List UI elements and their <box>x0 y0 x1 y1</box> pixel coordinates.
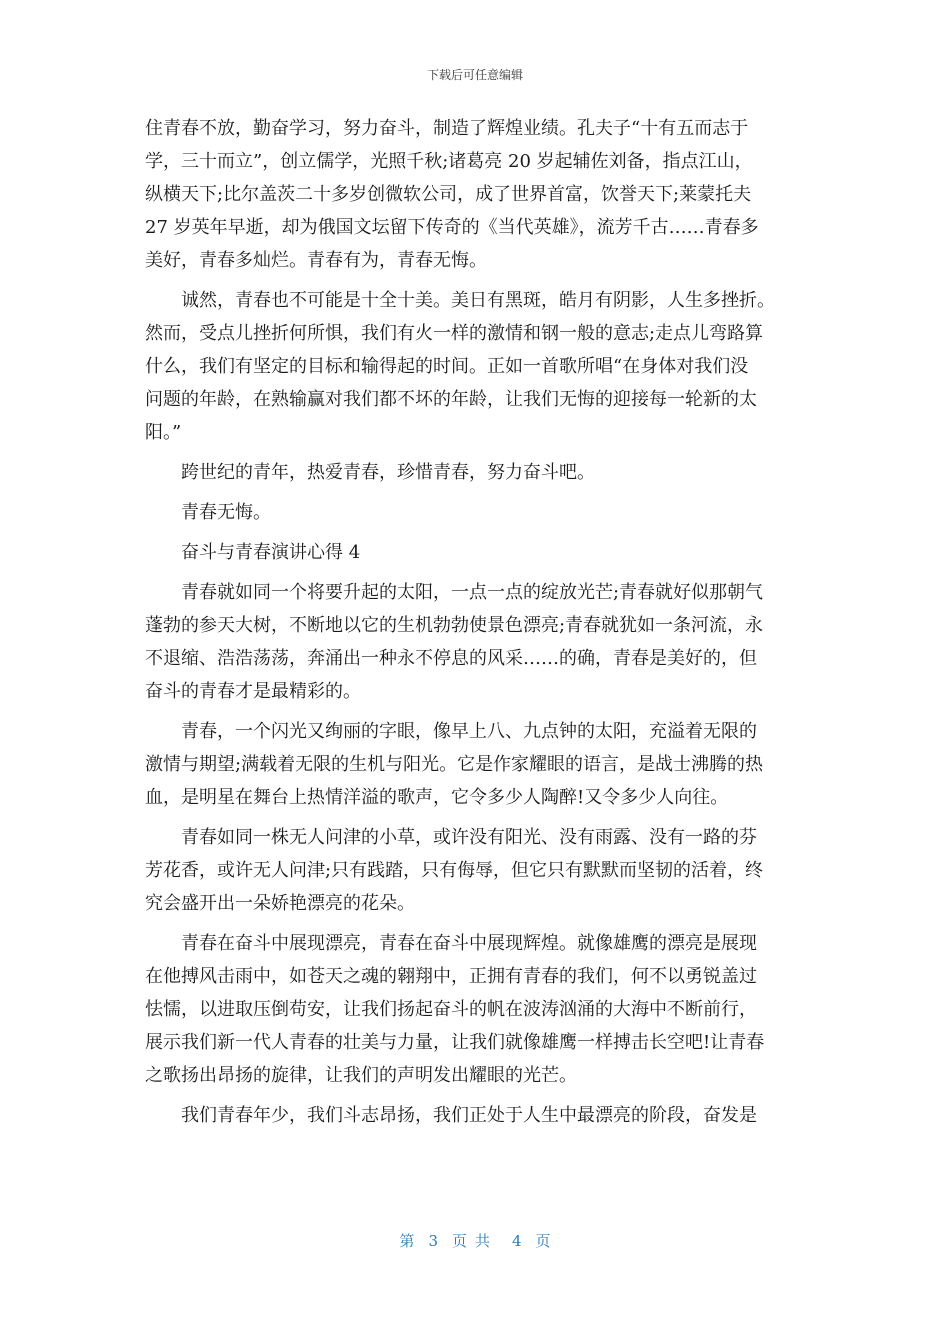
paragraph <box>145 927 807 1092</box>
text-line: 问题的年龄，在熟输赢对我们都不坏的年龄，让我们无悔的迎接每一轮新的太 <box>145 389 757 410</box>
text-line: 学，三十而立”，创立儒学，光照千秋;诸葛亮 20 岁起辅佐刘备，指点江山， <box>145 151 753 172</box>
text-line: 青春就如同一个将要升起的太阳，一点一点的绽放光芒;青春就好似那朝气 <box>145 582 764 603</box>
page-header: 下载后可任意编辑 <box>426 68 523 82</box>
page-label-prefix: 第 <box>399 1232 415 1250</box>
text-line: 诚然，青春也不可能是十全十美。美日有黑斑，皓月有阴影，人生多挫折。 <box>145 290 775 311</box>
text-line: 青春如同一株无人问津的小草，或许没有阳光、没有雨露、没有一路的芬 <box>145 827 757 848</box>
text-line: 我们青春年少，我们斗志昂扬，我们正处于人生中最漂亮的阶段，奋发是 <box>145 1105 757 1126</box>
text-line: 青春无悔。 <box>145 502 271 523</box>
text-line: 蓬勃的参天大树，不断地以它的生机勃勃使景色漂亮;青春就犹如一条河流，永 <box>145 615 764 636</box>
text-line: 奋斗的青春才是最精彩的。 <box>145 681 361 702</box>
text-line: 血，是明星在舞台上热情洋溢的歌声，它令多少人陶醉!又令多少人向往。 <box>145 787 729 808</box>
paragraph <box>145 284 807 449</box>
paragraph <box>145 456 807 489</box>
text-line: 然而，受点儿挫折何所惧，我们有火一样的激情和钢一般的意志;走点儿弯路算 <box>145 323 764 344</box>
text-line: 之歌扬出昂扬的旋律，让我们的声明发出耀眼的光芒。 <box>145 1065 577 1086</box>
paragraph <box>145 715 807 814</box>
paragraph <box>145 496 807 529</box>
text-line: 27 岁英年早逝，却为俄国文坛留下传奇的《当代英雄》，流芳千古……青春多 <box>145 217 759 238</box>
text-line: 纵横天下;比尔盖茨二十多岁创微软公司，成了世界首富，饮誉天下;莱蒙托夫 <box>145 184 752 205</box>
text-line: 激情与期望;满载着无限的生机与阳光。它是作家耀眼的语言，是战士沸腾的热 <box>145 754 764 775</box>
text-line: 青春在奋斗中展现漂亮，青春在奋斗中展现辉煌。就像雄鹰的漂亮是展现 <box>145 933 757 954</box>
paragraph <box>145 536 807 569</box>
paragraph <box>145 1099 807 1132</box>
text-line: 展示我们新一代人青春的壮美与力量，让我们就像雄鹰一样搏击长空吧!让青春 <box>145 1032 765 1053</box>
paragraph <box>145 112 807 277</box>
text-line: 跨世纪的青年，热爱青春，珍惜青春，努力奋斗吧。 <box>145 462 595 483</box>
text-line: 奋斗与青春演讲心得 4 <box>145 542 361 563</box>
page-footer <box>0 1230 950 1251</box>
paragraph <box>145 821 807 920</box>
total-page-number: 4 <box>512 1232 522 1250</box>
text-line: 什么，我们有坚定的目标和输得起的时间。正如一首歌所唱“在身体对我们没 <box>145 356 749 377</box>
text-line: 不退缩、浩浩荡荡，奔涌出一种永不停息的风采……的确，青春是美好的，但 <box>145 648 757 669</box>
text-line: 究会盛开出一朵娇艳漂亮的花朵。 <box>145 893 415 914</box>
current-page-number: 3 <box>428 1232 438 1250</box>
text-line: 住青春不放，勤奋学习，努力奋斗，制造了辉煌业绩。孔夫子“十有五而志于 <box>145 118 749 139</box>
text-line: 青春，一个闪光又绚丽的字眼，像早上八、九点钟的太阳，充溢着无限的 <box>145 721 757 742</box>
text-line: 怯懦，以进取压倒苟安，让我们扬起奋斗的帆在波涛汹涌的大海中不断前行， <box>145 999 757 1020</box>
page-label-mid: 页共 <box>451 1232 498 1250</box>
document-body <box>145 112 807 1132</box>
text-line: 阳。” <box>145 422 182 443</box>
page-label-suffix: 页 <box>535 1232 551 1250</box>
paragraph <box>145 576 807 708</box>
text-line: 在他搏风击雨中，如苍天之魂的翱翔中，正拥有青春的我们，何不以勇锐盖过 <box>145 966 757 987</box>
text-line: 芳花香，或许无人问津;只有践踏，只有侮辱，但它只有默默而坚韧的活着，终 <box>145 860 764 881</box>
text-line: 美好，青春多灿烂。青春有为，青春无悔。 <box>145 250 487 271</box>
